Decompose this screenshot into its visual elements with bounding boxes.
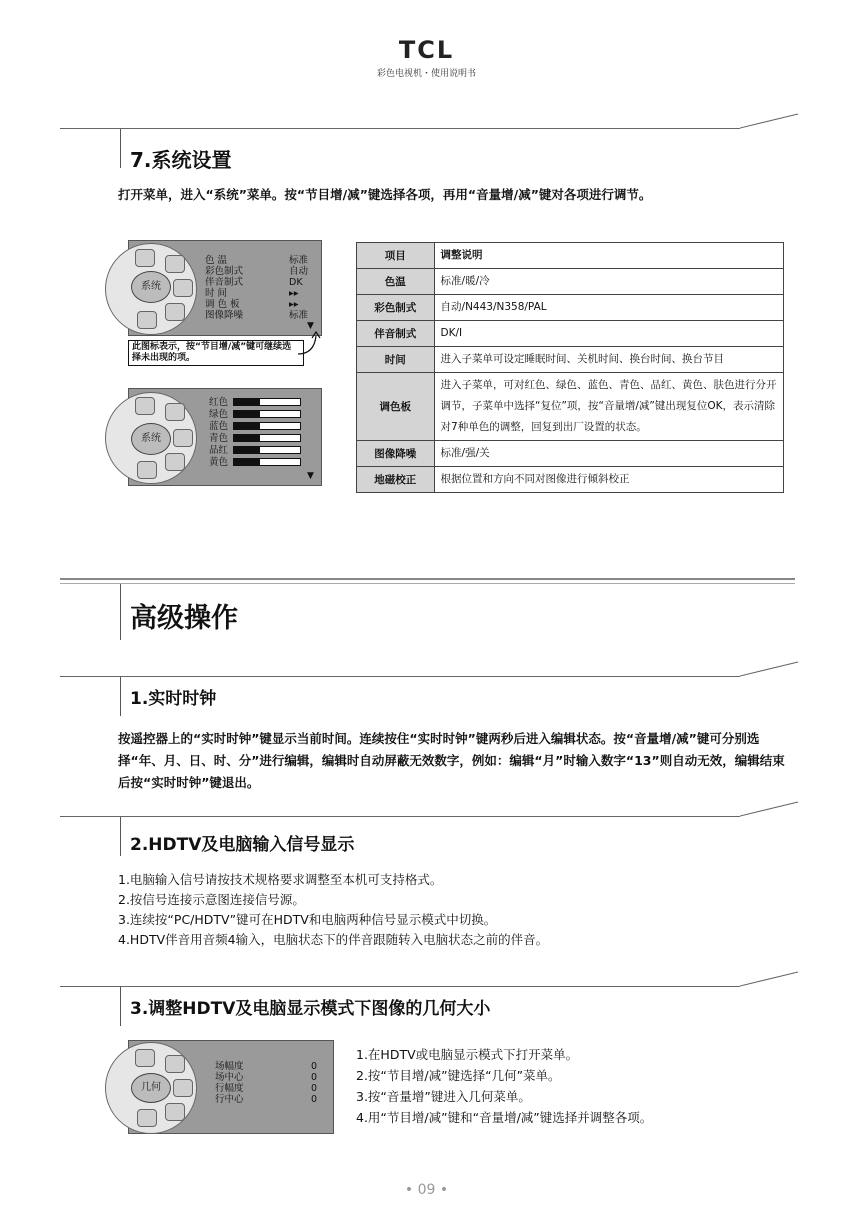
section-rule-left: [60, 128, 120, 129]
palette-level-bar: [233, 398, 301, 406]
geometry-row-label: 行幅度: [215, 1083, 244, 1094]
menu-row-value: 标准: [289, 310, 309, 321]
menu-badge-system: 系统: [131, 271, 171, 303]
sound-icon: [165, 403, 185, 421]
table-cell-item: 调色板: [357, 373, 435, 441]
picture-icon: [135, 249, 155, 267]
palette-menu-mockup: [128, 388, 322, 486]
menu-row-label: 图像降噪: [205, 310, 244, 321]
table-cell-item: 伴音制式: [357, 321, 435, 347]
list-item: 1.在HDTV或电脑显示模式下打开菜单。: [356, 1047, 579, 1062]
function-icon: [173, 279, 193, 297]
channel-icon: [165, 453, 185, 471]
list-item: 4.HDTV伴音用音频4输入，电脑状态下的伴音跟随转入电脑状态之前的伴音。: [118, 932, 549, 947]
section-rule-vbar: [120, 986, 121, 1026]
section-title-real-time-clock: 1.实时时钟: [130, 689, 217, 709]
palette-row-label: 品红: [209, 445, 229, 456]
chapter-rule-top: [60, 578, 795, 580]
list-item: 3.连续按“PC/HDTV”键可在HDTV和电脑两种信号显示模式中切换。: [118, 912, 497, 927]
manual-subtitle: 彩色电视机・使用说明书: [376, 69, 476, 79]
palette-level-bar: [233, 458, 301, 466]
section-rule: [120, 128, 740, 129]
section-title-system-settings: 7.系统设置: [130, 148, 232, 172]
menu-row-label: 彩色制式: [205, 266, 244, 277]
section-body-real-time-clock: 按遥控器上的“实时时钟”键显示当前时间。连续按住“实时时钟”键两秒后进入编辑状态。按“音量增/减”键可分别选择“年、月、日、时、分”进行编辑，编辑时自动屏蔽无效数字，例如：编辑“月”时输入数字“13”则自动无效，编辑结束后按“实时时钟”键退出。: [118, 731, 785, 790]
table-row: [357, 373, 784, 441]
geometry-menu-mockup: [128, 1040, 334, 1134]
table-header-desc: 调整说明: [434, 243, 783, 269]
picture-icon: [135, 1049, 155, 1067]
table-cell-desc: 标准/强/关: [434, 441, 783, 467]
table-row: [357, 467, 784, 493]
section-rule: [120, 676, 740, 677]
geometry-steps-list: [356, 1044, 652, 1128]
picture-icon: [135, 397, 155, 415]
table-cell-desc: 根据位置和方向不同对图像进行倾斜校正: [434, 467, 783, 493]
geometry-row-value: 0: [311, 1061, 318, 1072]
channel-icon: [165, 1103, 185, 1121]
menu-row-label: 伴音制式: [205, 277, 244, 288]
menu-row-value: 标准: [289, 255, 309, 266]
geometry-row-value: 0: [311, 1072, 318, 1083]
menu-row-label: 色 温: [205, 255, 228, 266]
system-menu-mockup: [128, 240, 322, 336]
section-title-hdtv-input: 2.HDTV及电脑输入信号显示: [130, 835, 355, 855]
tools-icon: [137, 461, 157, 479]
geometry-row-label: 场幅度: [215, 1061, 244, 1072]
section-rule-tail: [740, 970, 800, 988]
menu-row-label: 调 色 板: [205, 299, 240, 310]
table-cell-desc: DK/I: [434, 321, 783, 347]
menu-row-label: 时 间: [205, 288, 228, 299]
menu-row-value: ▸▸: [289, 299, 299, 310]
function-icon: [173, 429, 193, 447]
page-number: • 09 •: [404, 1182, 449, 1198]
palette-row-label: 青色: [209, 433, 229, 444]
section-rule-vbar: [120, 676, 121, 716]
brand-logo: TCL: [398, 36, 455, 64]
list-item: 1.电脑输入信号请按技术规格要求调整至本机可支持格式。: [118, 872, 443, 887]
section-rule: [120, 816, 740, 817]
level-fill: [234, 399, 260, 405]
section-rule-left: [60, 676, 120, 677]
section-rule-tail: [740, 800, 800, 818]
hdtv-input-list: [118, 870, 548, 950]
palette-row-label: 蓝色: [209, 421, 229, 432]
palette-level-bar: [233, 446, 301, 454]
table-cell-item: 色温: [357, 269, 435, 295]
level-fill: [234, 435, 260, 441]
table-row: [357, 441, 784, 467]
table-cell-item: 地磁校正: [357, 467, 435, 493]
menu-row-value: ▸▸: [289, 288, 299, 299]
table-cell-item: 时间: [357, 347, 435, 373]
chapter-rule-vbar: [120, 584, 121, 640]
section-rule-tail: [740, 112, 800, 130]
menu-row-value: DK: [289, 277, 303, 288]
table-cell-item: 图像降噪: [357, 441, 435, 467]
palette-level-bar: [233, 422, 301, 430]
table-row: [357, 321, 784, 347]
palette-level-bar: [233, 410, 301, 418]
function-icon: [173, 1079, 193, 1097]
level-fill: [234, 423, 260, 429]
section-rule-vbar: [120, 128, 121, 168]
menu-row-value: 自动: [289, 266, 309, 277]
geometry-row-value: 0: [311, 1083, 318, 1094]
palette-row-label: 绿色: [209, 409, 229, 420]
table-header-item: 项目: [357, 243, 435, 269]
palette-row-label: 红色: [209, 397, 229, 408]
tools-icon: [137, 311, 157, 329]
table-cell-desc: 进入子菜单，可对红色、绿色、蓝色、青色、品红、黄色、肤色进行分开调节，子菜单中选择“复位”项，按“音量增/减”键出现复位OK，表示清除对7种单色的调整，回复到出厂设置的状态。: [434, 373, 783, 441]
table-header-row: [357, 243, 784, 269]
section-rule-tail: [740, 660, 800, 678]
list-item: 4.用“节目增/减”键和“音量增/减”键选择并调整各项。: [356, 1110, 653, 1125]
section-rule-vbar: [120, 816, 121, 856]
geometry-row-label: 场中心: [215, 1072, 244, 1083]
level-fill: [234, 411, 260, 417]
chapter-rule-bottom: [60, 583, 795, 584]
scroll-down-icon: ▼: [307, 321, 314, 331]
table-cell-desc: 自动/N443/N358/PAL: [434, 295, 783, 321]
palette-row-label: 黄色: [209, 457, 229, 468]
section-title-geometry: 3.调整HDTV及电脑显示模式下图像的几何大小: [130, 999, 491, 1019]
channel-icon: [165, 303, 185, 321]
tools-icon: [137, 1109, 157, 1127]
section-rule: [120, 986, 740, 987]
table-cell-desc: 进入子菜单可设定睡眠时间、关机时间、换台时间、换台节目: [434, 347, 783, 373]
scroll-down-icon: ▼: [307, 471, 314, 481]
note-pointer-arrow-icon: [296, 330, 322, 364]
menu-scroll-note: 此图标表示，按“节目增/减”键可继续选择未出现的项。: [128, 340, 304, 366]
sound-icon: [165, 1055, 185, 1073]
list-item: 2.按信号连接示意图连接信号源。: [118, 892, 305, 907]
system-settings-table: [356, 242, 784, 493]
table-cell-desc: 标准/暖/冷: [434, 269, 783, 295]
geometry-row-value: 0: [311, 1094, 318, 1105]
section-intro: 打开菜单，进入“系统”菜单。按“节目增/减”键选择各项，再用“音量增/减”键对各项进行调节。: [118, 187, 652, 202]
list-item: 3.按“音量增”键进入几何菜单。: [356, 1089, 531, 1104]
table-cell-item: 彩色制式: [357, 295, 435, 321]
section-rule-left: [60, 986, 120, 987]
menu-badge-system: 系统: [131, 423, 171, 455]
section-rule-left: [60, 816, 120, 817]
chapter-title-advanced-operations: 高级操作: [130, 603, 238, 634]
table-row: [357, 347, 784, 373]
table-row: [357, 295, 784, 321]
level-fill: [234, 447, 260, 453]
palette-level-bar: [233, 434, 301, 442]
table-row: [357, 269, 784, 295]
menu-badge-geometry: 几何: [131, 1073, 171, 1103]
list-item: 2.按“节目增/减”键选择“几何”菜单。: [356, 1068, 561, 1083]
level-fill: [234, 459, 260, 465]
geometry-row-label: 行中心: [215, 1094, 244, 1105]
sound-icon: [165, 255, 185, 273]
